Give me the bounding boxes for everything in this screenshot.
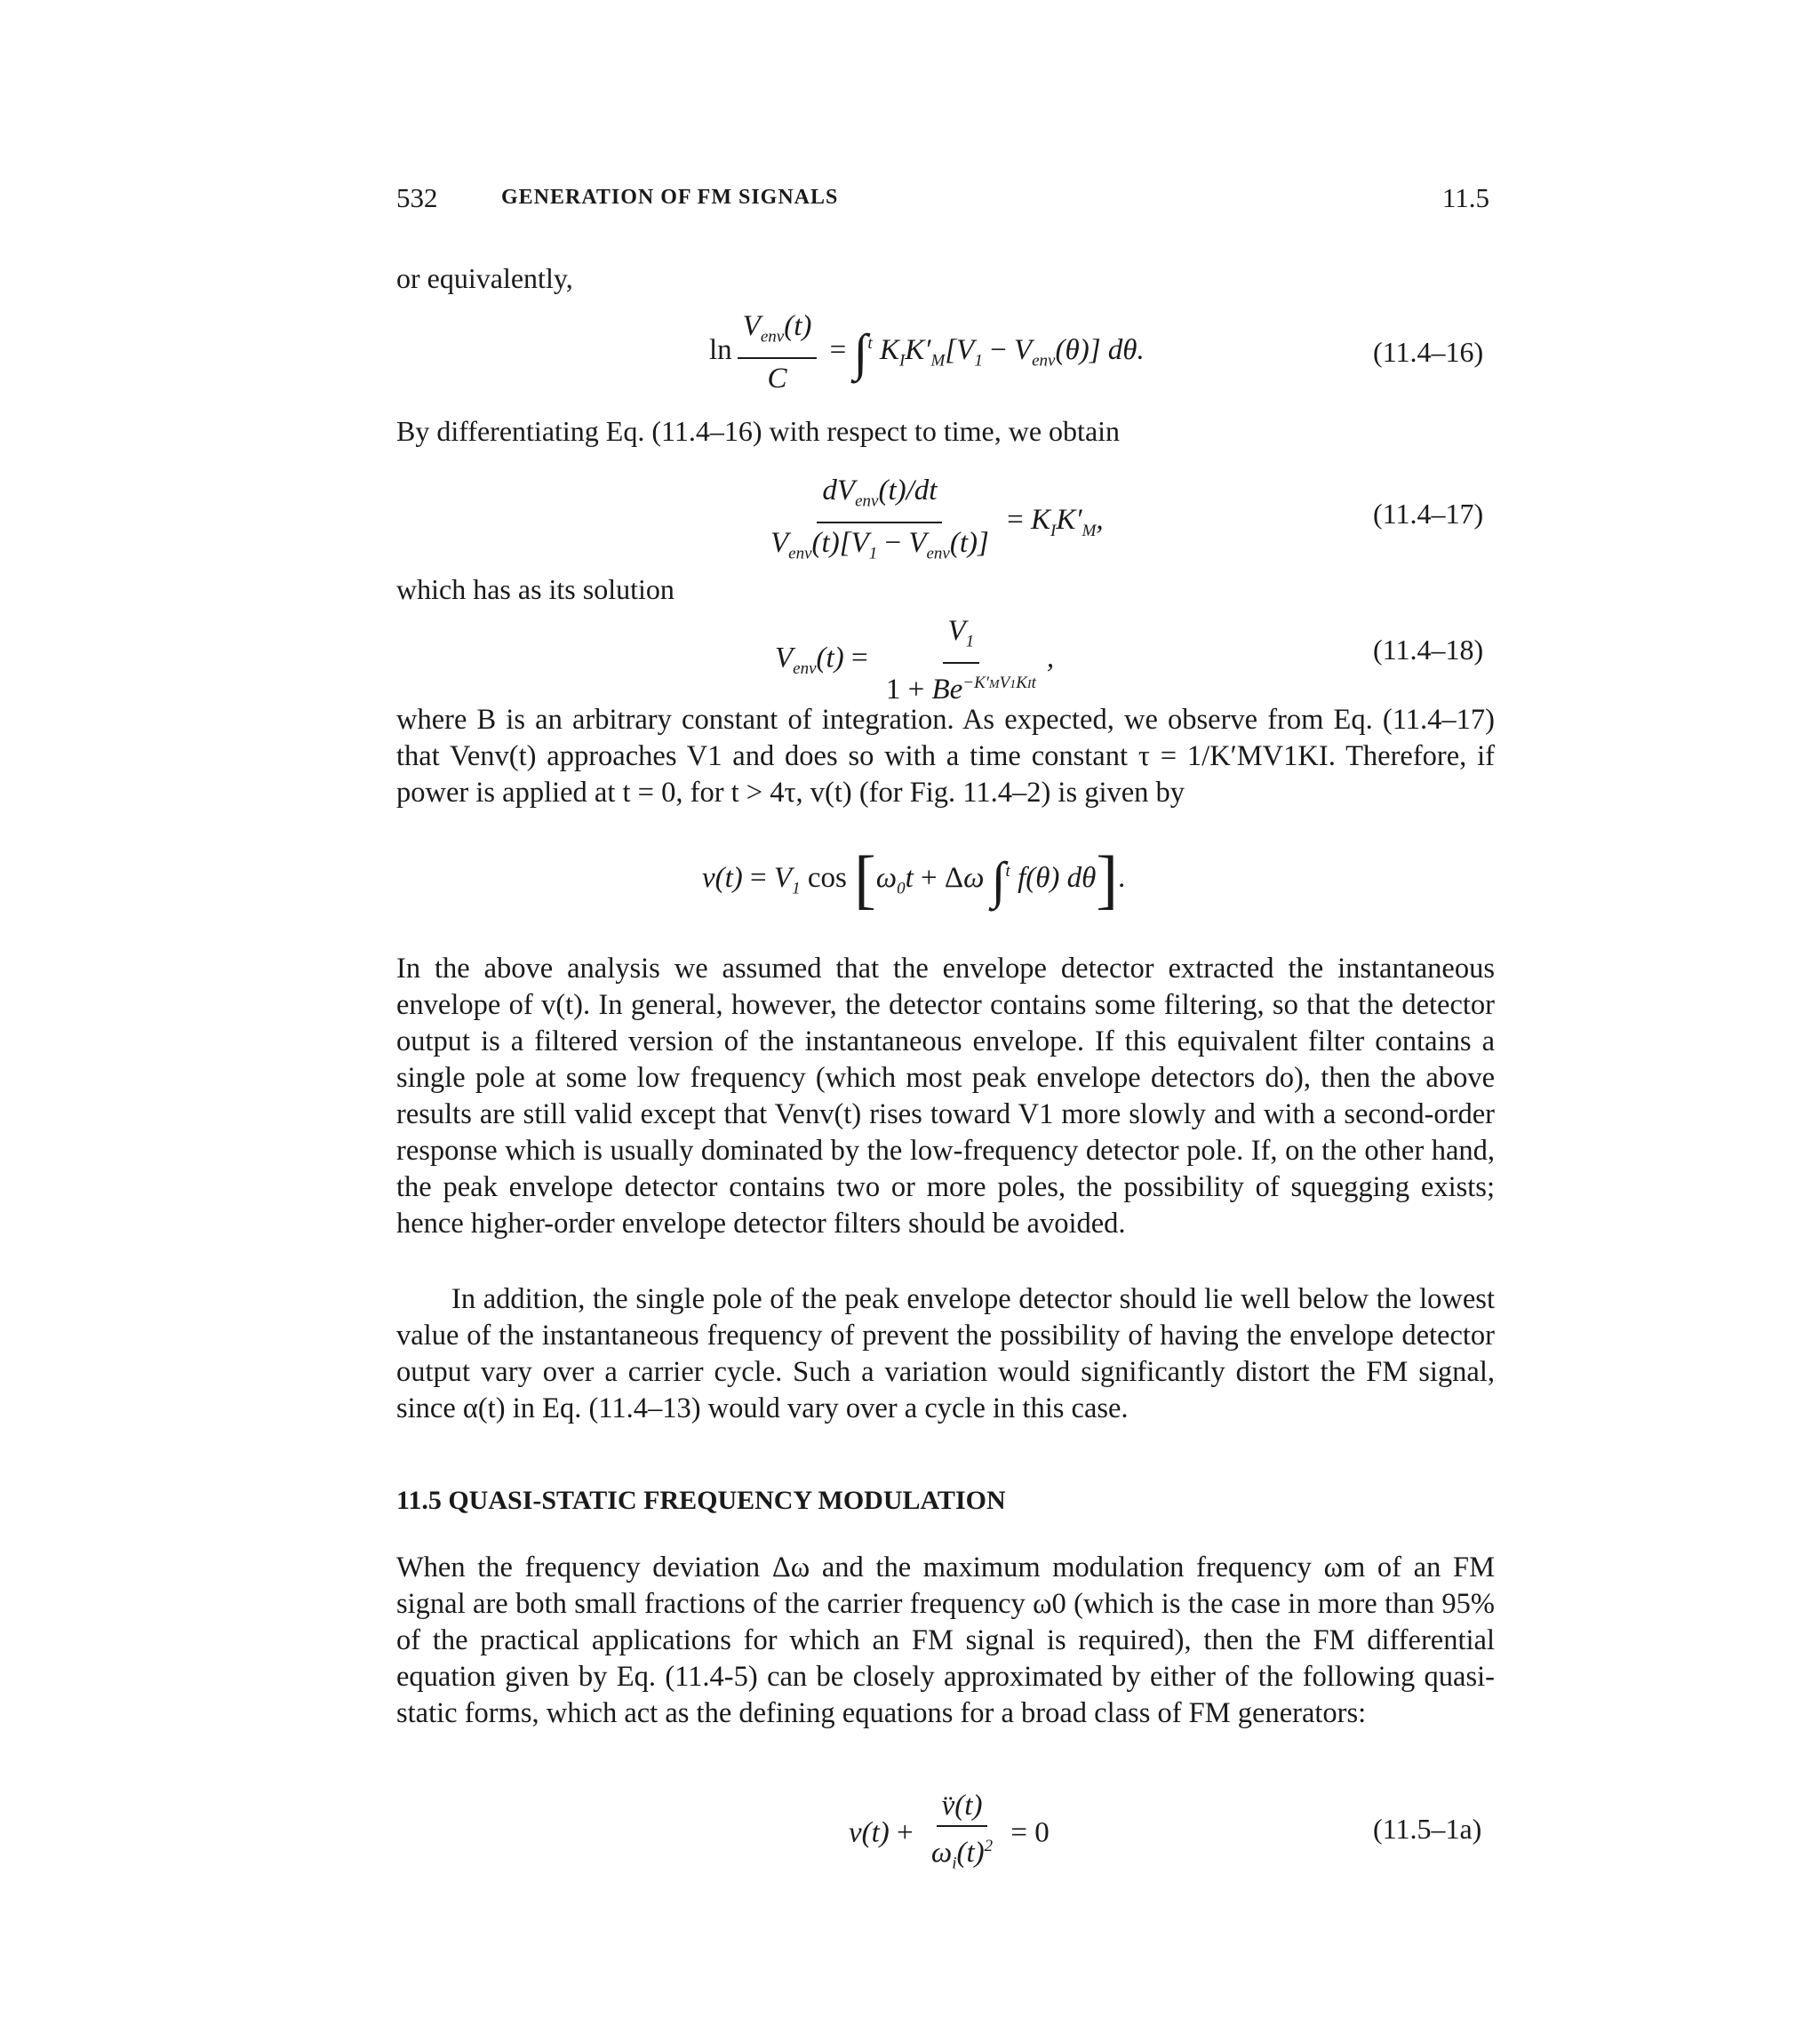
page-number: 532 bbox=[396, 182, 438, 213]
section-heading: 11.5 QUASI-STATIC FREQUENCY MODULATION bbox=[396, 1486, 1006, 1515]
equation-vt: $v(t) = V_1$ $\cos [\omega_0t + \Delta\omega$ ∫$^t$ f(θ) dθ]. bbox=[702, 843, 1126, 916]
equation-11-5-1a: v(t) + $\frac{v̈(t)}{\omega_i(t)^2}$ = 0 bbox=[849, 1786, 1050, 1884]
equation-11-4-18: $V_{env}(t)$ = $\frac{V_1}{1 + Be^{-K'MV1KIt}}$ , bbox=[775, 611, 1054, 709]
text-line-by-differentiating: By differentiating Eq. (11.4–16) with respect to time, we obtain bbox=[396, 415, 1121, 447]
equation-number-11-4-16: (11.4–16) bbox=[1373, 336, 1484, 368]
paragraph-quasi-static: When the frequency deviation Δω and the maximum modulation frequency ωm of an FM signal are both small fractions of the carrier frequency ω0 (which is the case in more than 95% of the practical applications for which an FM signal is required), then the FM differential equation given by Eq. (11.4-5) can be closely approximated by either of the following quasi-static forms, which act as the defining equations for a broad class of FM generators: bbox=[396, 1551, 1495, 1729]
text-line-or-equivalently: or equivalently, bbox=[396, 262, 573, 294]
equation-number-11-5-1a: (11.5–1a) bbox=[1373, 1813, 1482, 1845]
running-title: GENERATION OF FM SIGNALS bbox=[501, 186, 839, 209]
paragraph-time-constant: where B is an arbitrary constant of integration. As expected, we observe from Eq. (11.4–17) that Venv(t) approaches V1 and does so with a time constant τ = 1/K′MV1KI. Therefore, if power is applied at t = 0, for t > 4τ, v(t) (for Fig. 11.4–2) is given by bbox=[396, 704, 1495, 809]
text-line-which-has: which has as its solution bbox=[396, 573, 675, 605]
page-header bbox=[396, 182, 1507, 221]
paragraph-envelope-analysis: In the above analysis we assumed that the envelope detector extracted the instantaneous envelope of v(t). In general, however, the detector contains some filtering, so that the detector output is a filtered version of the instantaneous envelope. If this equivalent filter contains a single pole at some low frequency (which most peak envelope detectors do), then the above results are still valid except that Venv(t) rises toward V1 more slowly and with a second-order response which is usually dominated by the low-frequency detector pole. If, on the other hand, the peak envelope detector contains two or more poles, the possibility of squegging exists; hence higher-order envelope detector filters should be avoided. bbox=[396, 953, 1495, 1240]
paragraph-single-pole: In addition, the single pole of the peak envelope detector should lie well below the lowest value of the instantaneous frequency of prevent the possibility of having the envelope detector output vary over a carrier cycle. Such a variation would significantly distort the FM signal, since α(t) in Eq. (11.4–13) would vary over a cycle in this case. bbox=[396, 1283, 1495, 1424]
section-number: 11.5 bbox=[1441, 182, 1489, 213]
equation-number-11-4-18: (11.4–18) bbox=[1373, 634, 1484, 666]
equation-number-11-4-17: (11.4–17) bbox=[1373, 498, 1484, 530]
equation-11-4-17: $\frac{dV_{env}(t)/dt}{V_{env}(t)[V_1 - V_{env}(t)]}$ = $K_IK'_M$, bbox=[760, 471, 1104, 573]
equation-11-4-16: ln $\frac{V_{env}(t)}{C}$ = ∫$^t$ $K_IK'_M[V_1 - V_{env}(\theta)]$ dθ. bbox=[709, 307, 1145, 398]
